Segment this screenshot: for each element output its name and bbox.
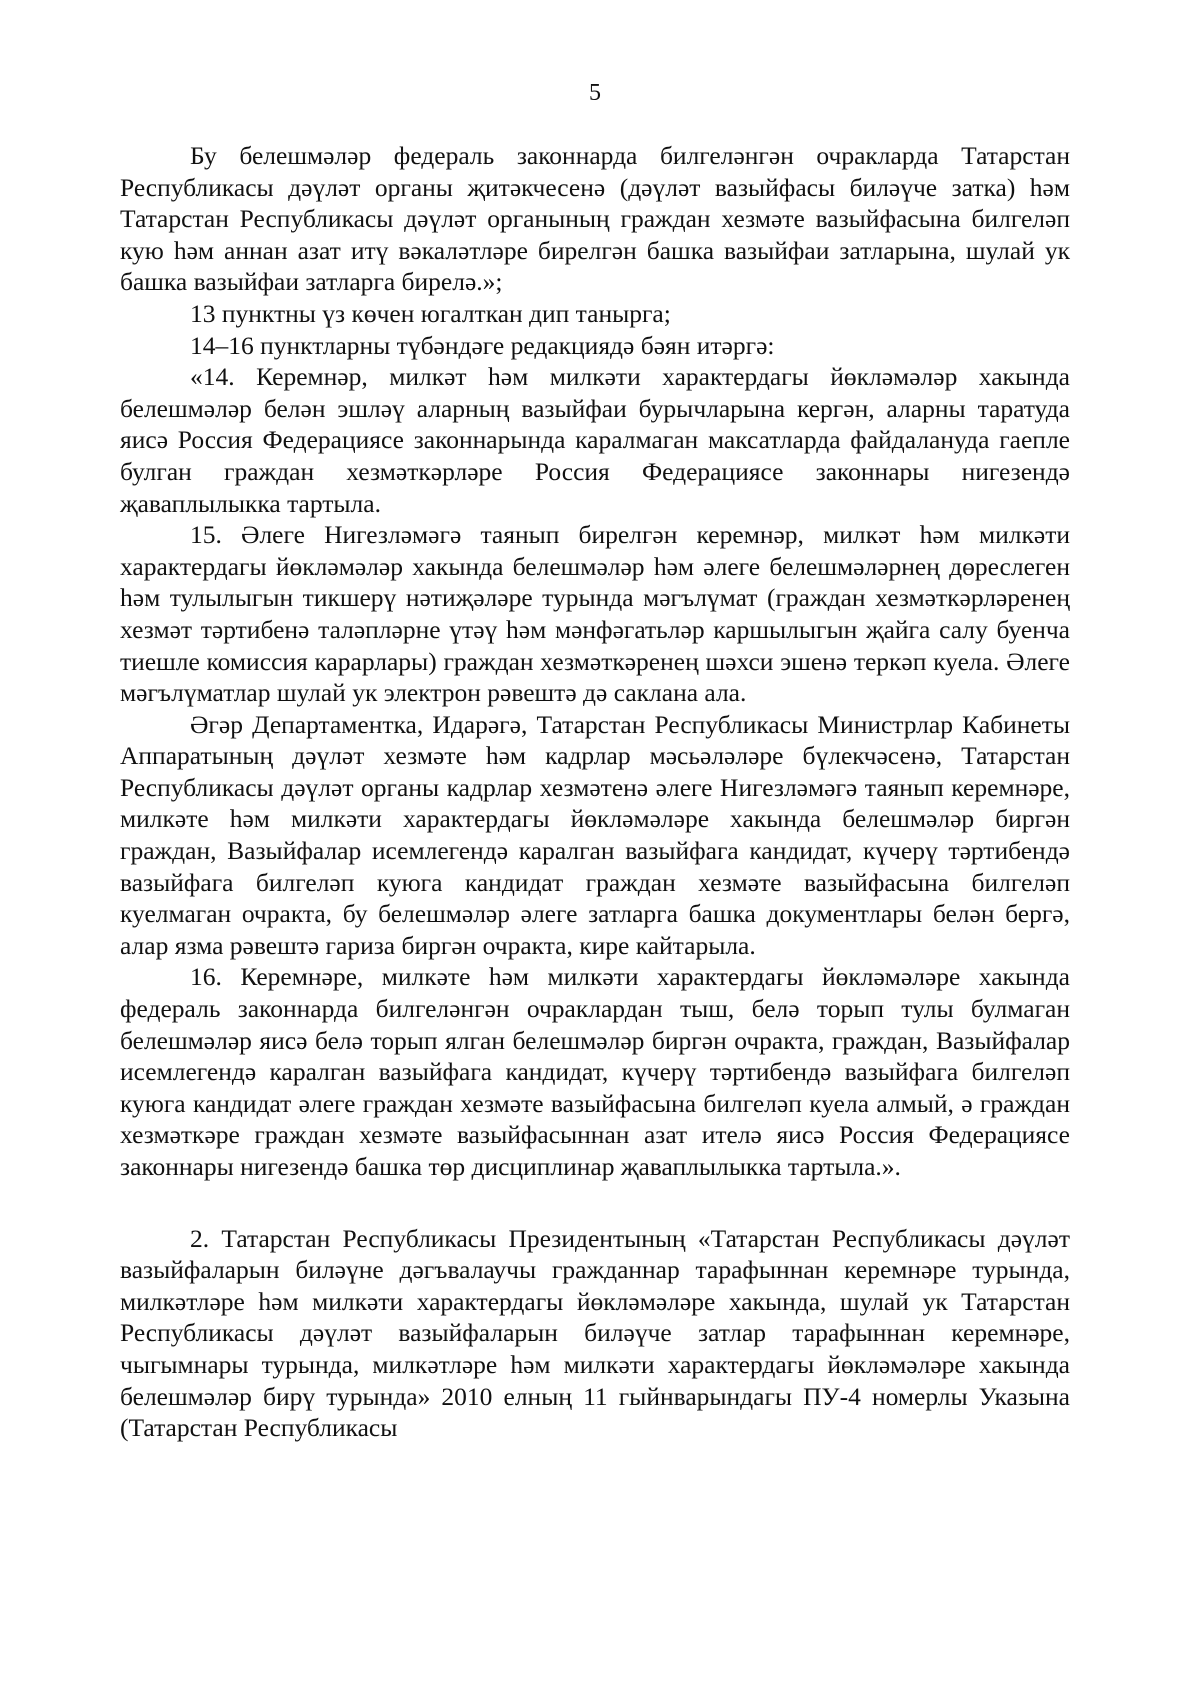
paragraph-item-14: «14. Керемнәр, милкәт һәм милкәти характердагы йөкләмәләр хакында белешмәләр белән эшләү аларның вазыйфаи бурычларына кергән, аларны таратуда яисә Россия Федерациясе законнарында каралмаган максатларда файдалануда гаепле булган граждан хезмәткәрләре Россия Федерациясе законнары нигезендә җаваплылыкка тартыла. — [120, 362, 1070, 518]
paragraph-items-14-16: 14–16 пунктларны түбәндәге редакциядә бәян итәргә: — [190, 330, 775, 360]
paragraph-return-of-information: Әгәр Департаментка, Идарәгә, Татарстан Республикасы Министрлар Кабинеты Аппаратының дәүләт хезмәте һәм кадрлар мәсьәләләре бүлекчәсенә, Татарстан Республикасы дәүләт органы кадрлар хезмәтенә әлеге Нигезләмәгә таянып керемнәре, милкәте һәм милкәти характердагы йөкләмәләре хакында белешмәләр биргән граждан, Вазыйфалар исемлегендә каралган вазыйфага кандидат, күчерү тәртибендә вазыйфага билгеләп куюга кандидат граждан хезмәте вазыйфасына билгеләп куелмаган очракта, бу белешмәләр әлеге затларга башка документлары белән бергә, алар язма рәвештә гариза биргән очракта, кире кайтарыла. — [120, 709, 1070, 960]
paragraph-information-provision: Бу белешмәләр федераль законнарда билгеләнгән очракларда Татарстан Республикасы дәүләт органы җитәкчесенә (дәүләт вазыйфасы биләүче затка) һәм Татарстан Республикасы дәүләт органының граждан хезмәте вазыйфасына билгеләп кую һәм аннан азат итү вәкаләтләре бирелгән башка вазыйфаи затларына, шулай ук башка вазыйфаи затларга бирелә.»; — [120, 141, 1070, 297]
document-body — [120, 140, 1070, 1444]
paragraph-section-2: 2. Татарстан Республикасы Президентының «Татарстан Республикасы дәүләт вазыйфаларын биләүне дәгъвалаучы гражданнар тарафыннан керемнәре турында, милкәтләре һәм милкәти характердагы йөкләмәләре хакында, шулай ук Татарстан Республикасы дәүләт вазыйфаларын биләүче затлар тарафыннан керемнәре, чыгымнары турында, милкәтләре һәм милкәти характердагы йөкләмәләре хакында белешмәләр бирү турында» 2010 елның 11 гыйнварындагы ПУ-4 номерлы Указына (Татарстан Республикасы — [120, 1223, 1070, 1443]
paragraph-item-16: 16. Керемнәре, милкәте һәм милкәти характердагы йөкләмәләре хакында федераль законнарда билгеләнгән очраклардан тыш, белә торып тулы булмаган белешмәләр яисә белә торып ялган белешмәләр биргән очракта, граждан, Вазыйфалар исемлегендә каралган вазыйфага кандидат, күчерү тәртибендә вазыйфага билгеләп куюга кандидат әлеге граждан хезмәте вазыйфасына билгеләп куела алмый, ә граждан хезмәткәре граждан хезмәте вазыйфасыннан азат ителә яисә Россия Федерациясе законнары нигезендә башка төр дисциплинар җаваплылыкка тартыла.». — [120, 962, 1070, 1181]
page-number: 5 — [589, 80, 601, 106]
paragraph-item-13: 13 пунктны үз көчен югалткан дип танырга; — [190, 298, 671, 328]
paragraph-item-15: 15. Әлеге Нигезләмәгә таянып бирелгән керемнәр, милкәт һәм милкәти характердагы йөкләмәләр хакында белешмәләр һәм әлеге белешмәләрнең дөреслеген һәм тулылыгын тикшерү нәтиҗәләре турында мәгълүмат (граждан хезмәткәрләренең хезмәт тәртибенә таләпләрне үтәү һәм мәнфәгатьләр каршылыгын җайга салу буенча тиешле комиссия карарлары) граждан хезмәткәренең шәхси эшенә теркәп куела. Әлеге мәгълүматлар шулай ук электрон рәвештә дә саклана ала. — [120, 520, 1070, 708]
